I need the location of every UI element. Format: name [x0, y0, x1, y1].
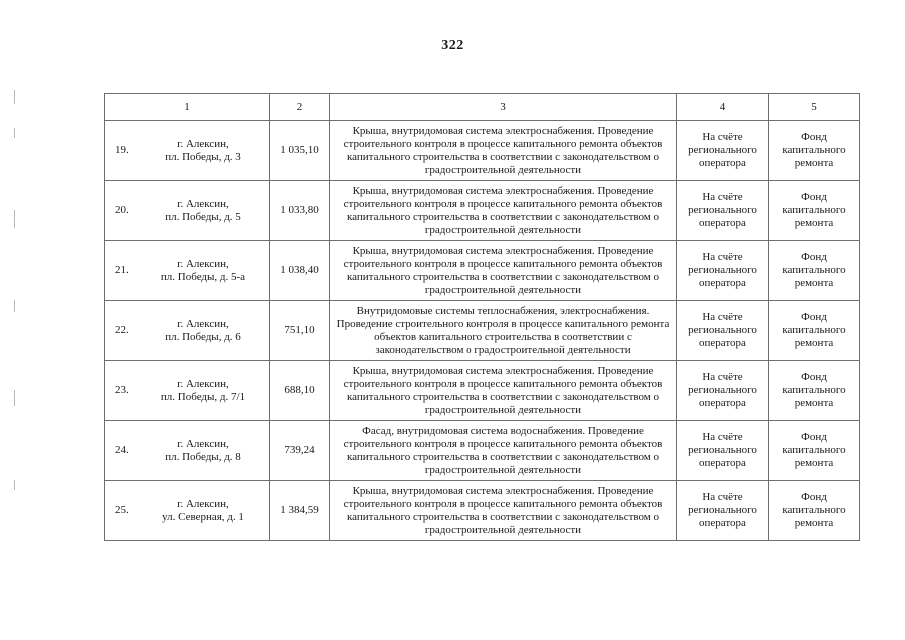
funds-account: На счёте регионального оператора — [677, 301, 769, 361]
repair-works: Крыша, внутридомовая система электроснабжения. Проведение строительного контроля в процессе капитального ремонта объектов капитального строительства в соответствии с законодательством о градостроительной деятельности — [330, 481, 677, 541]
header-col-4: 4 — [677, 94, 769, 121]
address-city: г. Алексин, — [177, 197, 229, 210]
building-address — [143, 498, 269, 524]
row-number: 24. — [115, 444, 129, 456]
row-number: 20. — [115, 204, 129, 216]
address-cell — [105, 361, 270, 421]
funding-source: Фонд капитального ремонта — [769, 301, 860, 361]
funding-source: Фонд капитального ремонта — [769, 361, 860, 421]
building-area: 1 035,10 — [270, 121, 330, 181]
address-street: пл. Победы, д. 3 — [165, 150, 241, 163]
building-area: 1 033,80 — [270, 181, 330, 241]
row-number: 21. — [115, 264, 129, 276]
building-area: 739,24 — [270, 421, 330, 481]
address-cell — [105, 121, 270, 181]
address-city: г. Алексин, — [177, 257, 229, 270]
funds-account: На счёте регионального оператора — [677, 121, 769, 181]
table-row — [105, 241, 860, 301]
header-col-1: 1 — [105, 94, 270, 121]
address-street: пл. Победы, д. 7/1 — [160, 390, 246, 403]
scan-margin-marks — [14, 90, 16, 530]
address-cell — [105, 181, 270, 241]
funds-account: На счёте регионального оператора — [677, 421, 769, 481]
header-col-3: 3 — [330, 94, 677, 121]
building-area: 1 384,59 — [270, 481, 330, 541]
page-number: 322 — [441, 38, 464, 53]
table-row — [105, 301, 860, 361]
row-number: 25. — [115, 504, 129, 516]
funding-source: Фонд капитального ремонта — [769, 481, 860, 541]
building-area: 751,10 — [270, 301, 330, 361]
address-street: ул. Северная, д. 1 — [162, 510, 244, 523]
repair-works: Крыша, внутридомовая система электроснабжения. Проведение строительного контроля в процессе капитального ремонта объектов капитального строительства в соответствии с законодательством о градостроительной деятельности — [330, 361, 677, 421]
address-city: г. Алексин, — [177, 497, 229, 510]
header-col-5: 5 — [769, 94, 860, 121]
building-address — [143, 258, 269, 284]
table-row — [105, 361, 860, 421]
table-row — [105, 181, 860, 241]
building-address — [143, 198, 269, 224]
address-city: г. Алексин, — [177, 317, 229, 330]
funding-source: Фонд капитального ремонта — [769, 241, 860, 301]
row-number: 23. — [115, 384, 129, 396]
table-header-row — [105, 94, 860, 121]
funding-source: Фонд капитального ремонта — [769, 421, 860, 481]
header-col-2: 2 — [270, 94, 330, 121]
building-address — [143, 318, 269, 344]
funding-source: Фонд капитального ремонта — [769, 181, 860, 241]
repair-works: Крыша, внутридомовая система электроснабжения. Проведение строительного контроля в процессе капитального ремонта объектов капитального строительства в соответствии с законодательством о градостроительной деятельности — [330, 121, 677, 181]
repair-works: Крыша, внутридомовая система электроснабжения. Проведение строительного контроля в процессе капитального ремонта объектов капитального строительства в соответствии с законодательством о градостроительной деятельности — [330, 241, 677, 301]
funds-account: На счёте регионального оператора — [677, 241, 769, 301]
table-row — [105, 421, 860, 481]
address-street: пл. Победы, д. 5 — [165, 210, 241, 223]
address-city: г. Алексин, — [177, 437, 229, 450]
address-cell — [105, 301, 270, 361]
repair-works: Крыша, внутридомовая система электроснабжения. Проведение строительного контроля в процессе капитального ремонта объектов капитального строительства в соответствии с законодательством о градостроительной деятельности — [330, 181, 677, 241]
repair-works: Внутридомовые системы теплоснабжения, электроснабжения. Проведение строительного контроля в процессе капитального ремонта объектов капитального строительства в соответствии с законодательством о градостроительной деятельности — [330, 301, 677, 361]
address-cell — [105, 481, 270, 541]
building-address — [143, 438, 269, 464]
address-cell — [105, 421, 270, 481]
address-street: пл. Победы, д. 8 — [165, 450, 241, 463]
table-row — [105, 121, 860, 181]
row-number: 19. — [115, 144, 129, 156]
table-row — [105, 481, 860, 541]
building-address — [143, 138, 269, 164]
funds-account: На счёте регионального оператора — [677, 361, 769, 421]
building-area: 688,10 — [270, 361, 330, 421]
address-street: пл. Победы, д. 5-а — [160, 270, 246, 283]
repair-works: Фасад, внутридомовая система водоснабжения. Проведение строительного контроля в процессе капитального ремонта объектов капитального строительства в соответствии с законодательством о градостроительной деятельности — [330, 421, 677, 481]
building-address — [143, 378, 269, 404]
funds-account: На счёте регионального оператора — [677, 481, 769, 541]
row-number: 22. — [115, 324, 129, 336]
building-area: 1 038,40 — [270, 241, 330, 301]
address-city: г. Алексин, — [177, 377, 229, 390]
address-street: пл. Победы, д. 6 — [165, 330, 241, 343]
funds-account: На счёте регионального оператора — [677, 181, 769, 241]
funding-source: Фонд капитального ремонта — [769, 121, 860, 181]
address-cell — [105, 241, 270, 301]
address-city: г. Алексин, — [177, 137, 229, 150]
repair-works-table — [104, 93, 860, 541]
